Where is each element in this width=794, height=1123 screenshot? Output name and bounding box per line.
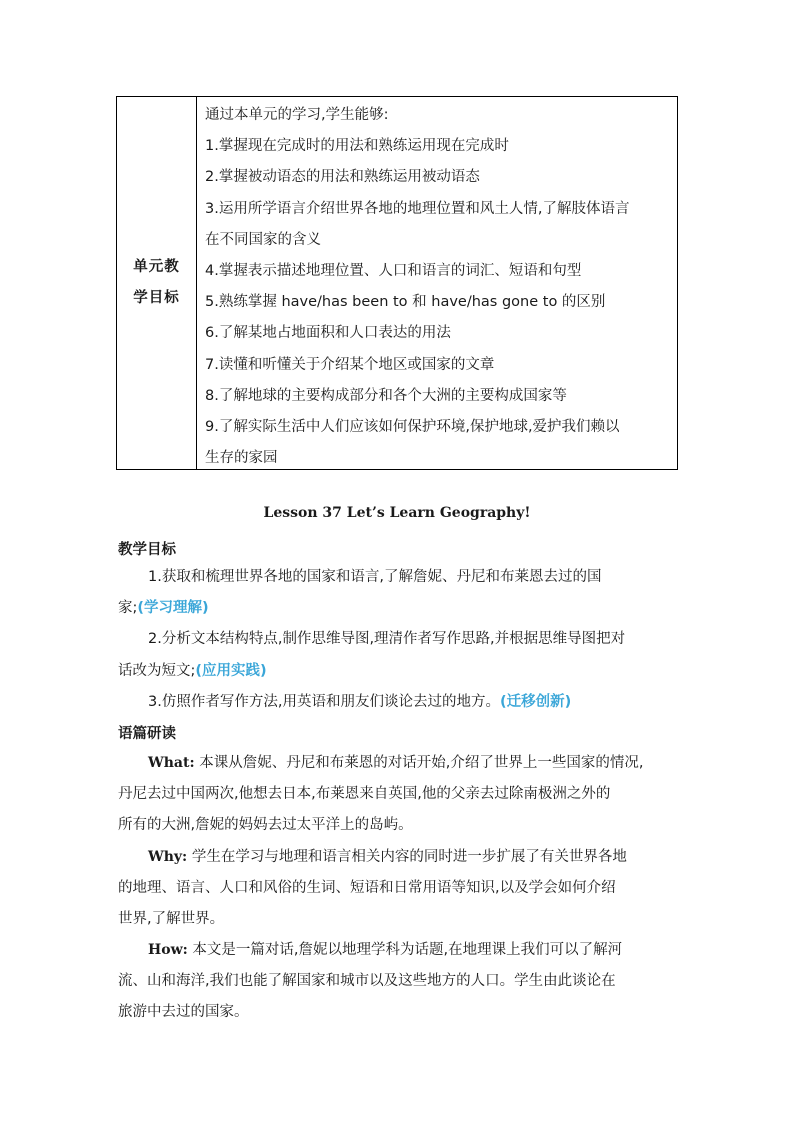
table-header-line: 学目标 xyxy=(133,290,180,306)
analysis-what xyxy=(118,748,680,842)
objective-item: 6.了解某地占地面积和人口表达的用法 xyxy=(205,325,451,342)
analysis-line: 旅游中去过的国家。 xyxy=(118,1004,249,1021)
objectives-intro: 通过本单元的学习,学生能够: xyxy=(205,107,389,123)
analysis-lead: How: xyxy=(148,942,188,958)
analysis-line: 丹尼去过中国两次,他想去日本,布莱恩来自英国,他的父亲去过除南极洲之外的 xyxy=(118,786,611,803)
goal-line: 2.分析文本结构特点,制作思维导图,理清作者写作思路,并根据思维导图把对 xyxy=(148,631,626,648)
goal-line: 1.获取和梳理世界各地的国家和语言,了解詹妮、丹尼和布莱恩去过的国 xyxy=(148,569,602,585)
unit-objectives-table xyxy=(116,96,678,470)
objective-item: 9.了解实际生活中人们应该如何保护环境,保护地球,爱护我们赖以 xyxy=(205,419,620,436)
objective-item-continued: 在不同国家的含义 xyxy=(205,231,321,248)
analysis-lead: Why: xyxy=(148,849,188,865)
analysis-line: 所有的大洲,詹妮的妈妈去过太平洋上的岛屿。 xyxy=(118,817,413,834)
objective-item: 2.掌握被动语态的用法和熟练运用被动语态 xyxy=(205,169,480,186)
goals-list xyxy=(118,562,680,718)
goal-tag: (迁移创新) xyxy=(499,693,572,710)
goal-tag: (学习理解) xyxy=(137,600,209,617)
analysis-how xyxy=(118,935,680,1029)
goal-tag: (应用实践) xyxy=(195,662,267,679)
analysis-line: 世界,了解世界。 xyxy=(118,911,225,928)
objective-item-continued: 生存的家园 xyxy=(205,450,278,467)
analysis-text: 本课从詹妮、丹尼和布莱恩的对话开始,介绍了世界上一些国家的情况, xyxy=(194,755,644,771)
objective-item: 8.了解地球的主要构成部分和各个大洲的主要构成国家等 xyxy=(205,387,567,404)
objective-item: 3.运用所学语言介绍世界各地的地理位置和风土人情,了解肢体语言 xyxy=(205,200,630,217)
analysis-line: 的地理、语言、人口和风俗的生词、短语和日常用语等知识,以及学会如何介绍 xyxy=(118,880,616,897)
goal-line xyxy=(118,593,680,624)
goal-text: 3.仿照作者写作方法,用英语和朋友们谈论去过的地方。 xyxy=(148,693,500,710)
analysis-lead: What: xyxy=(148,755,195,771)
analysis-text: 学生在学习与地理和语言相关内容的同时进一步扩展了有关世界各地 xyxy=(187,849,627,865)
goals-heading: 教学目标 xyxy=(118,542,176,558)
objective-item: 5.熟练掌握 have/has been to 和 have/has gone to 的区别 xyxy=(205,294,606,311)
analysis-line xyxy=(118,748,680,779)
goal-line xyxy=(118,687,680,718)
goal-text: 话改为短文; xyxy=(118,662,196,679)
analysis-line: 流、山和海洋,我们也能了解国家和城市以及这些地方的人口。学生由此谈论在 xyxy=(118,973,616,990)
table-header-line: 单元教 xyxy=(133,259,180,275)
goal-line xyxy=(118,656,680,687)
objective-item: 4.掌握表示描述地理位置、人口和语言的词汇、短语和句型 xyxy=(205,263,582,280)
analysis-line xyxy=(118,935,680,966)
objectives-content-cell xyxy=(197,97,677,469)
table-header-cell xyxy=(117,97,197,469)
analysis-why xyxy=(118,842,680,936)
analysis-heading: 语篇研读 xyxy=(118,726,176,742)
objective-item: 7.读懂和听懂关于介绍某个地区或国家的文章 xyxy=(205,356,495,373)
lesson-title: Lesson 37 Let’s Learn Geography! xyxy=(263,505,531,521)
analysis-line xyxy=(118,842,680,873)
table-header-label xyxy=(130,252,184,314)
goal-text: 家; xyxy=(118,600,138,617)
objective-item: 1.掌握现在完成时的用法和熟练运用现在完成时 xyxy=(205,138,509,155)
analysis-text: 本文是一篇对话,詹妮以地理学科为话题,在地理课上我们可以了解河 xyxy=(187,942,623,958)
